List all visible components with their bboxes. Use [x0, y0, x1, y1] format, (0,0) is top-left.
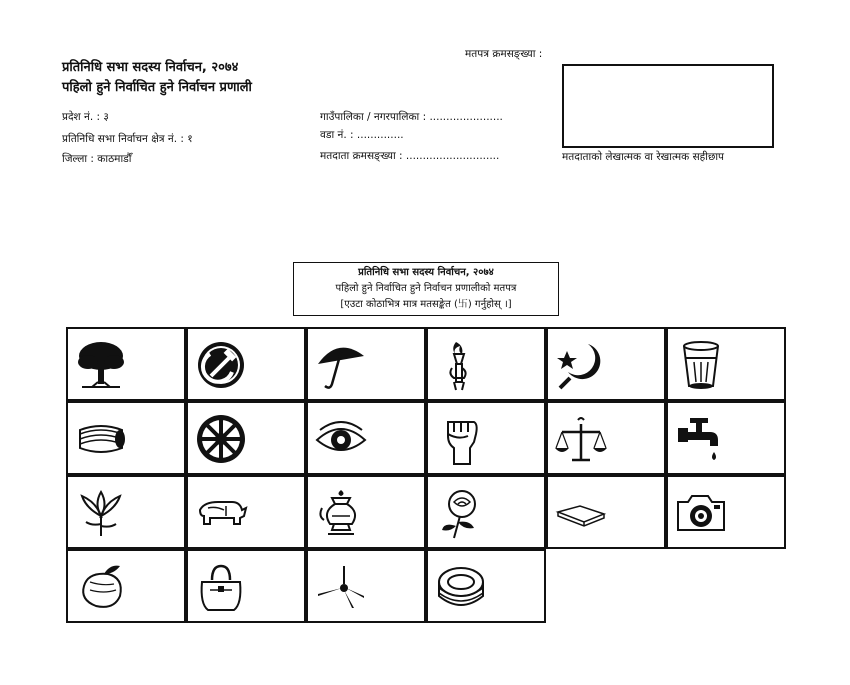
rose-icon: [434, 486, 488, 540]
vote-cell-rose[interactable]: [426, 475, 546, 549]
election-title: प्रतिनिधि सभा सदस्य निर्वाचन, २०७४: [62, 60, 239, 75]
vote-cell-fan[interactable]: [306, 549, 426, 623]
bag-icon: [194, 560, 248, 614]
vote-cell-fist[interactable]: [426, 401, 546, 475]
vote-cell-kalash[interactable]: [306, 475, 426, 549]
province-label: प्रदेश नं. : ३: [62, 111, 109, 123]
scales-icon: [554, 412, 608, 466]
torch-icon: [434, 338, 488, 392]
lotus-icon: [74, 486, 128, 540]
tree-icon: [74, 338, 128, 392]
ward-field: वडा नं. : ..............: [320, 129, 404, 141]
mango-icon: [74, 560, 128, 614]
ballot-serial-label: मतपत्र क्रमसङ्ख्या :: [465, 48, 543, 60]
kalash-icon: [314, 486, 368, 540]
banner-line-2: पहिलो हुने निर्वाचित हुने निर्वाचन प्रणालीको मतपत्र: [335, 283, 517, 294]
vote-cell-camera[interactable]: [666, 475, 786, 549]
banner-line-1: प्रतिनिधि सभा सदस्य निर्वाचन, २०७४: [358, 267, 494, 278]
glass-icon: [674, 338, 728, 392]
fist-icon: [434, 412, 488, 466]
district-label: जिल्ला : काठमाडौँ: [62, 153, 132, 165]
vote-cell-tree[interactable]: [66, 327, 186, 401]
vote-cell-tap[interactable]: [666, 401, 786, 475]
system-title: पहिलो हुने निर्वाचित हुने निर्वाचन प्रणाली: [62, 80, 252, 95]
vote-cell-glass[interactable]: [666, 327, 786, 401]
vote-cell-hammer-sickle[interactable]: [186, 327, 306, 401]
banner-line-3: [एउटा कोठाभित्र मात्र मतसङ्केत (卐) गर्नुहोस् ।]: [340, 299, 512, 310]
vote-cell-bag[interactable]: [186, 549, 306, 623]
vote-cell-sickle-star[interactable]: [546, 327, 666, 401]
vote-cell-scales[interactable]: [546, 401, 666, 475]
vote-cell-mango[interactable]: [66, 549, 186, 623]
vote-cell-torch[interactable]: [426, 327, 546, 401]
constituency-label: प्रतिनिधि सभा निर्वाचन क्षेत्र नं. : १: [62, 133, 193, 145]
hammer-sickle-icon: [194, 338, 248, 392]
umbrella-icon: [314, 338, 368, 392]
vote-cell-eye[interactable]: [306, 401, 426, 475]
tyre-icon: [434, 560, 488, 614]
vote-cell-umbrella[interactable]: [306, 327, 426, 401]
municipality-field: गाउँपालिका / नगरपालिका : ......................: [320, 111, 503, 123]
vote-cell-book[interactable]: [546, 475, 666, 549]
tap-icon: [674, 412, 728, 466]
rhino-icon: [194, 486, 248, 540]
drum-icon: [74, 412, 128, 466]
vote-cell-tyre[interactable]: [426, 549, 546, 623]
signature-box: [562, 64, 774, 148]
vote-cell-rhino[interactable]: [186, 475, 306, 549]
voter-serial-field: मतदाता क्रमसङ्ख्या : ............................: [320, 150, 500, 162]
fan-icon: [314, 560, 368, 614]
book-icon: [554, 486, 608, 540]
eye-icon: [314, 412, 368, 466]
ballot-banner: [293, 262, 559, 316]
vote-cell-drum[interactable]: [66, 401, 186, 475]
sickle-star-icon: [554, 338, 608, 392]
wheel-icon: [194, 412, 248, 466]
camera-icon: [674, 486, 728, 540]
vote-cell-lotus[interactable]: [66, 475, 186, 549]
signature-caption: मतदाताको लेखात्मक वा रेखात्मक सहीछाप: [562, 151, 725, 163]
vote-cell-wheel[interactable]: [186, 401, 306, 475]
